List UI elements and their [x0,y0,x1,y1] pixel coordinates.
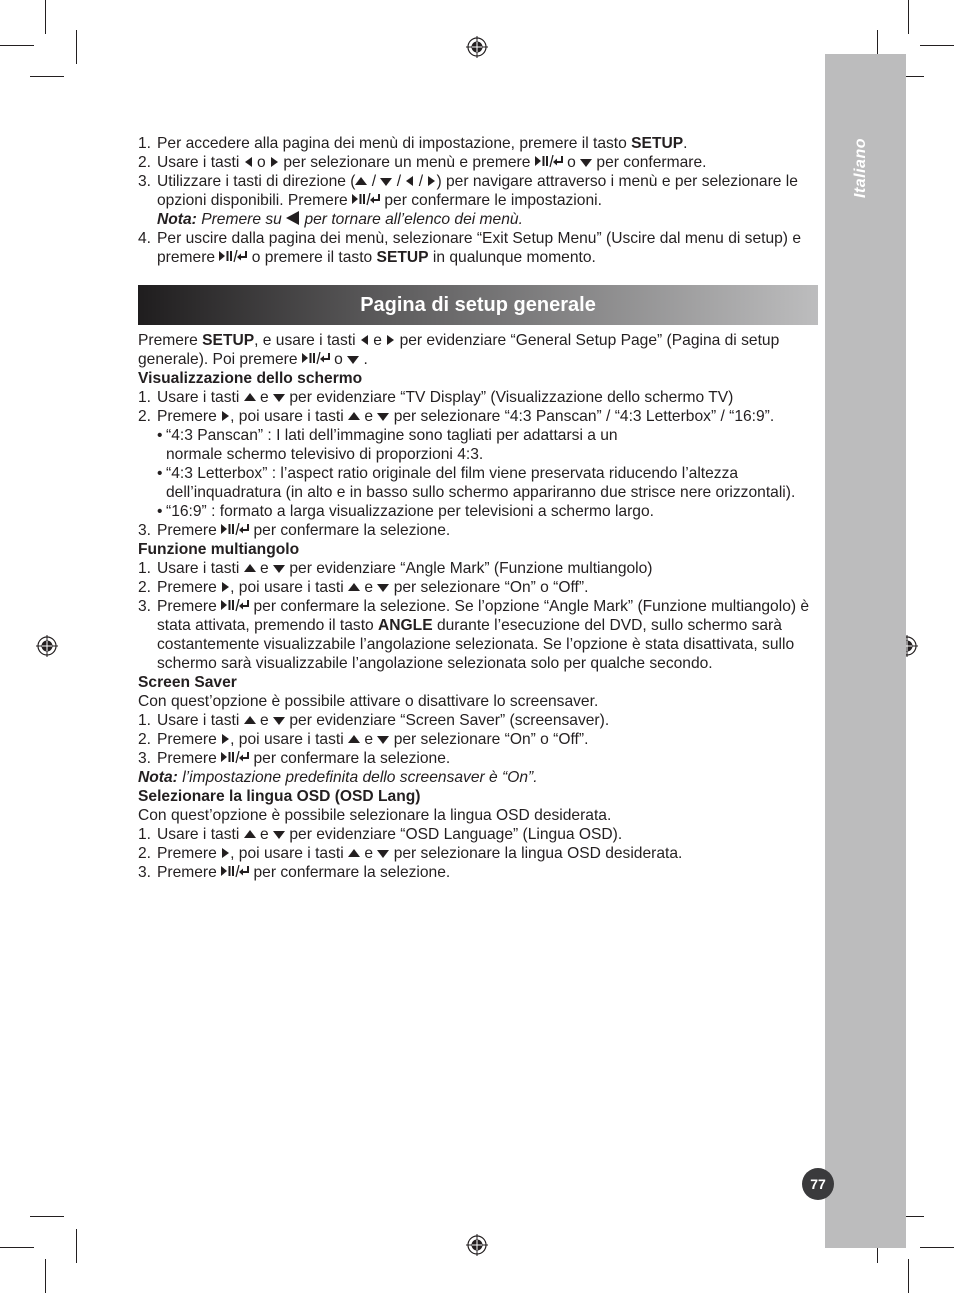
up-arrow-icon [348,733,360,745]
text: Premere [157,522,222,539]
text: Premere [157,845,222,862]
item-number: 3. [138,173,152,190]
subsection-heading: Selezionare la lingua OSD (OSD Lang) [138,788,421,805]
text: Usare i tasti [157,389,244,406]
item-number: 1. [138,826,152,843]
text: , poi usare i tasti [230,408,349,425]
item-number: 3. [138,750,152,767]
setup-key-label: SETUP [376,249,429,266]
text: “16:9” : formato a larga visualizzazione per televisioni a schermo largo. [166,503,654,520]
note [138,768,818,787]
list-item [138,172,818,229]
text: per confermare la selezione. [249,522,451,539]
text: , poi usare i tasti [230,845,349,862]
subsection-heading: Screen Saver [138,674,237,691]
text: o premere il tasto [247,249,377,266]
up-arrow-icon [348,847,360,859]
text: / [392,173,406,190]
list-item [138,825,818,844]
language-label: Italiano [852,137,869,198]
note-label: Nota: [138,769,178,786]
right-arrow-icon [221,581,230,593]
text: Premere [157,731,222,748]
text: , e usare i tasti [254,332,360,349]
back-arrow-icon [286,211,300,225]
text: , poi usare i tasti [230,731,349,748]
list-item [138,229,818,267]
text: per confermare le impostazioni. [380,192,602,209]
list-item [138,597,818,673]
right-arrow-icon [221,410,230,422]
text: per tornare all’elenco dei menù. [300,211,523,228]
play-pause-enter-icon [219,250,247,263]
play-pause-enter-icon [352,193,380,206]
item-number: 1. [138,560,152,577]
crop-mark [920,1247,954,1248]
registration-mark-icon [36,635,58,657]
text: per selezionare “4:3 Panscan” / “4:3 Letterbox” / “16:9”. [389,408,775,425]
play-pause-enter-icon [221,523,249,536]
down-arrow-icon [377,847,389,859]
up-arrow-icon [244,714,256,726]
crop-mark [30,1216,64,1217]
up-arrow-icon [348,410,360,422]
text: e [360,408,378,425]
list-item [138,749,818,768]
item-number: 1. [138,712,152,729]
text: per evidenziare “TV Display” (Visualizzazione dello schermo TV) [285,389,734,406]
item-number: 1. [138,389,152,406]
bullet: • [157,465,163,482]
text: Usare i tasti [157,712,244,729]
bullet: • [157,503,163,520]
text: Utilizzare i tasti di direzione ( [157,173,356,190]
right-arrow-icon [221,733,230,745]
text: Usare i tasti [157,826,244,843]
play-pause-enter-icon [302,352,330,365]
text: per evidenziare “Screen Saver” (screensaver). [285,712,610,729]
text: o [329,351,348,368]
language-sidebar [825,54,906,1248]
list-item [138,134,818,153]
text: e [255,560,274,577]
crop-mark [0,45,34,46]
down-arrow-icon [377,733,389,745]
item-number: 2. [138,731,152,748]
item-number: 2. [138,579,152,596]
text: Per uscire dalla pagina dei menù, selezionare “Exit Setup Menu” (Uscire dal menu di setup) e premere [157,230,802,266]
text: per confermare la selezione. [249,864,451,881]
list-item [138,521,818,540]
text: durante l’esecuzione del DVD, sullo schermo sarà costantemente visualizzabile l’angolazione selezionata. Se l’opzione è stata disattivata, sullo schermo sarà visualizzabile l’angolazione selezionata solo per qualche secondo. [157,617,795,672]
down-arrow-icon [273,828,285,840]
item-number: 3. [138,864,152,881]
subsection-intro: Con quest’opzione è possibile selezionare la lingua OSD desiderata. [138,807,612,824]
list-item [138,559,818,578]
text: ) per navigare attraverso i menù e per selezionare le opzioni disponibili. Premere [157,173,798,209]
crop-mark [76,1229,77,1263]
text: e [255,826,274,843]
text: Usare i tasti [157,560,244,577]
text: per selezionare la lingua OSD desiderata. [389,845,683,862]
item-number: 2. [138,154,152,171]
list-item [138,844,818,863]
item-number: 1. [138,135,152,152]
play-pause-enter-icon [221,599,249,612]
text: / [367,173,381,190]
text: per confermare la selezione. [249,750,451,767]
list-item [138,407,818,426]
text: “4:3 Panscan” : I lati dell’immagine sono tagliati per adattarsi a un normale schermo televisivo di proporzioni 4:3. [166,427,618,463]
text: per selezionare “On” o “Off”. [389,731,589,748]
list-item [138,153,818,172]
crop-mark [30,76,64,77]
section-title: Pagina di setup generale [138,285,818,325]
text: . [683,135,688,152]
down-arrow-icon [273,391,285,403]
text: Premere [157,408,222,425]
text: . [359,351,368,368]
text: per evidenziare “General Setup Page” (Pagina di setup generale). Poi premere [138,332,780,368]
left-arrow-icon [244,156,253,168]
list-item [138,863,818,882]
list-item [138,388,818,407]
subsection-heading: Visualizzazione dello schermo [138,370,363,387]
item-number: 3. [138,598,152,615]
up-arrow-icon [348,581,360,593]
text: e [368,332,387,349]
up-arrow-icon [244,391,256,403]
text: “4:3 Letterbox” : l’aspect ratio originale del film viene preservata riducendo l’altezza dell’inquadratura (in alto e in basso sullo schermo appariranno due strisce nere orizzontali). [166,465,796,501]
play-pause-enter-icon [221,751,249,764]
bullet-item [138,426,818,464]
text: Premere [157,864,222,881]
item-number: 4. [138,230,152,247]
angle-key-label: ANGLE [378,617,433,634]
list-item [138,578,818,597]
text: e [360,845,378,862]
list-item [138,711,818,730]
up-arrow-icon [244,562,256,574]
up-arrow-icon [355,175,367,187]
text: per selezionare “On” o “Off”. [389,579,589,596]
page-content [138,134,818,882]
registration-mark-icon [466,1234,488,1256]
play-pause-enter-icon [535,155,563,168]
text: per evidenziare “Angle Mark” (Funzione multiangolo) [285,560,653,577]
text: Premere [157,750,222,767]
text: e [255,712,274,729]
down-arrow-icon [273,714,285,726]
down-arrow-icon [580,156,592,168]
text: , poi usare i tasti [230,579,349,596]
registration-mark-icon [466,36,488,58]
crop-mark [45,0,46,34]
text: e [360,731,378,748]
subsection-heading: Funzione multiangolo [138,541,300,558]
text: / [414,173,428,190]
left-arrow-icon [360,334,369,346]
subsection-intro: Con quest’opzione è possibile attivare o disattivare lo screensaver. [138,693,599,710]
crop-mark [920,45,954,46]
text: Usare i tasti [157,154,244,171]
play-pause-enter-icon [221,865,249,878]
text: Premere su [196,211,287,228]
note-label: Nota: [157,211,197,228]
item-number: 2. [138,408,152,425]
text: Per accedere alla pagina dei menù di impostazione, premere il tasto [157,135,632,152]
right-arrow-icon [221,847,230,859]
text: Premere [138,332,203,349]
text: Premere [157,579,222,596]
text: per evidenziare “OSD Language” (Lingua OSD). [285,826,623,843]
item-number: 2. [138,845,152,862]
up-arrow-icon [244,828,256,840]
page-number: 77 [802,1168,834,1200]
text: o [252,154,271,171]
down-arrow-icon [377,410,389,422]
text: per confermare la selezione. Se l’opzione “Angle Mark” (Funzione multiangolo) è stata attivata, premendo il tasto [157,598,810,634]
text: l’impostazione predefinita dello screensaver è “On”. [177,769,538,786]
right-arrow-icon [270,156,279,168]
list-item [138,730,818,749]
text: o [562,154,581,171]
setup-key-label: SETUP [202,332,255,349]
down-arrow-icon [273,562,285,574]
crop-mark [0,1247,34,1248]
item-number: 3. [138,522,152,539]
bullet: • [157,427,163,444]
crop-mark [76,30,77,64]
setup-key-label: SETUP [631,135,684,152]
crop-mark [908,0,909,34]
down-arrow-icon [347,353,359,365]
down-arrow-icon [380,175,392,187]
text: per confermare. [592,154,707,171]
bullet-item [138,464,818,502]
section-intro [138,331,818,369]
down-arrow-icon [377,581,389,593]
text: in qualunque momento. [428,249,596,266]
bullet-item [138,502,818,521]
text: e [255,389,274,406]
crop-mark [45,1259,46,1293]
text: per selezionare un menù e premere [279,154,535,171]
text: e [360,579,378,596]
crop-mark [908,1259,909,1293]
right-arrow-icon [386,334,395,346]
text: Premere [157,598,222,615]
